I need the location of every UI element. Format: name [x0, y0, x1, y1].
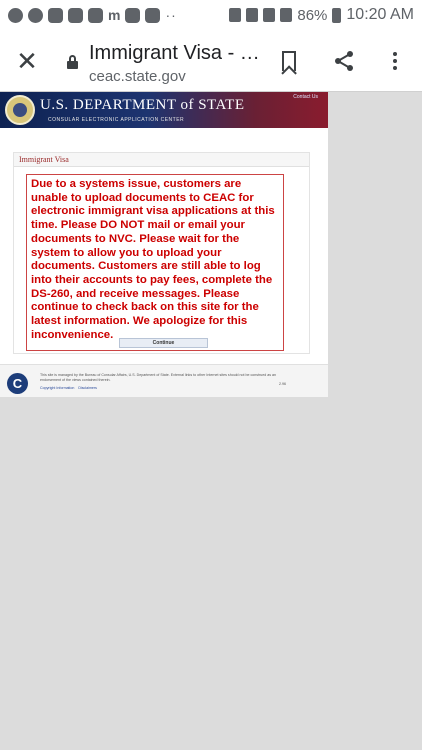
app-notification-icon — [48, 8, 63, 23]
contact-us-link[interactable]: Contact Us — [293, 94, 318, 100]
messenger-icon — [28, 8, 43, 23]
status-bar — [0, 0, 422, 30]
immigrant-visa-panel — [13, 152, 310, 354]
dos-banner — [0, 92, 328, 128]
ceac-subtitle: CONSULAR ELECTRONIC APPLICATION CENTER — [48, 117, 185, 123]
battery-icon — [332, 8, 341, 23]
more-menu-icon[interactable] — [381, 47, 409, 75]
browser-toolbar — [0, 30, 422, 92]
web-content — [0, 92, 328, 397]
instagram-icon — [68, 8, 83, 23]
share-icon[interactable] — [330, 47, 358, 75]
close-icon[interactable]: ✕ — [16, 45, 38, 76]
mzone-icon: m — [108, 6, 121, 23]
copyright-link[interactable]: Copyright Information — [40, 386, 75, 390]
panel-header — [14, 153, 309, 167]
page-footer — [0, 364, 328, 397]
wifi-icon — [263, 8, 275, 22]
clock: 10:20 AM — [346, 6, 414, 23]
page-url[interactable]: ceac.state.gov — [89, 68, 186, 85]
system-icons — [229, 6, 414, 24]
continue-button[interactable]: Continue — [119, 338, 208, 348]
panel-title: Immigrant Visa — [19, 155, 69, 164]
disclaimers-link[interactable]: Disclaimers — [78, 386, 97, 390]
footer-disclaimer-text: This site is managed by the Bureau of Consular Affairs, U.S. Department of State. External links to other Internet sites should not be construed as an endorsement of the views contained therein. — [40, 373, 277, 382]
instagram-icon-2 — [88, 8, 103, 23]
notification-icons — [8, 7, 177, 23]
footer-links — [40, 386, 97, 390]
notice-text: Due to a systems issue, customers are unable to upload documents to CEAC for electronic immigrant visa applications at this time. Please DO NOT mail or email your documents to NVC. Please wait for the system to allow you to upload your documents. Customers are still able to log into their accounts to pay fees, complete the DS-260, and receive messages. Please continue to check back on this site for the latest information. We apologize for this inconvenience. — [31, 178, 275, 341]
ceac-logo-icon: C — [7, 373, 28, 394]
department-title: U.S. DEPARTMENT of STATE — [40, 97, 245, 113]
youtube-icon-2 — [145, 8, 160, 23]
whatsapp-icon — [8, 8, 23, 23]
version-code: 2.96 — [279, 382, 286, 386]
state-department-seal-icon — [5, 95, 35, 125]
lock-icon[interactable] — [67, 55, 78, 69]
more-notifications-icon: ·· — [165, 7, 177, 23]
bookmark-icon[interactable] — [275, 47, 303, 75]
alarm-icon — [246, 8, 258, 22]
system-notice — [26, 174, 284, 351]
page-title[interactable]: Immigrant Visa - … — [89, 42, 260, 64]
youtube-icon — [125, 8, 140, 23]
battery-percent: 86% — [297, 6, 328, 24]
signal-icon — [280, 8, 292, 22]
bluetooth-icon — [229, 8, 241, 22]
